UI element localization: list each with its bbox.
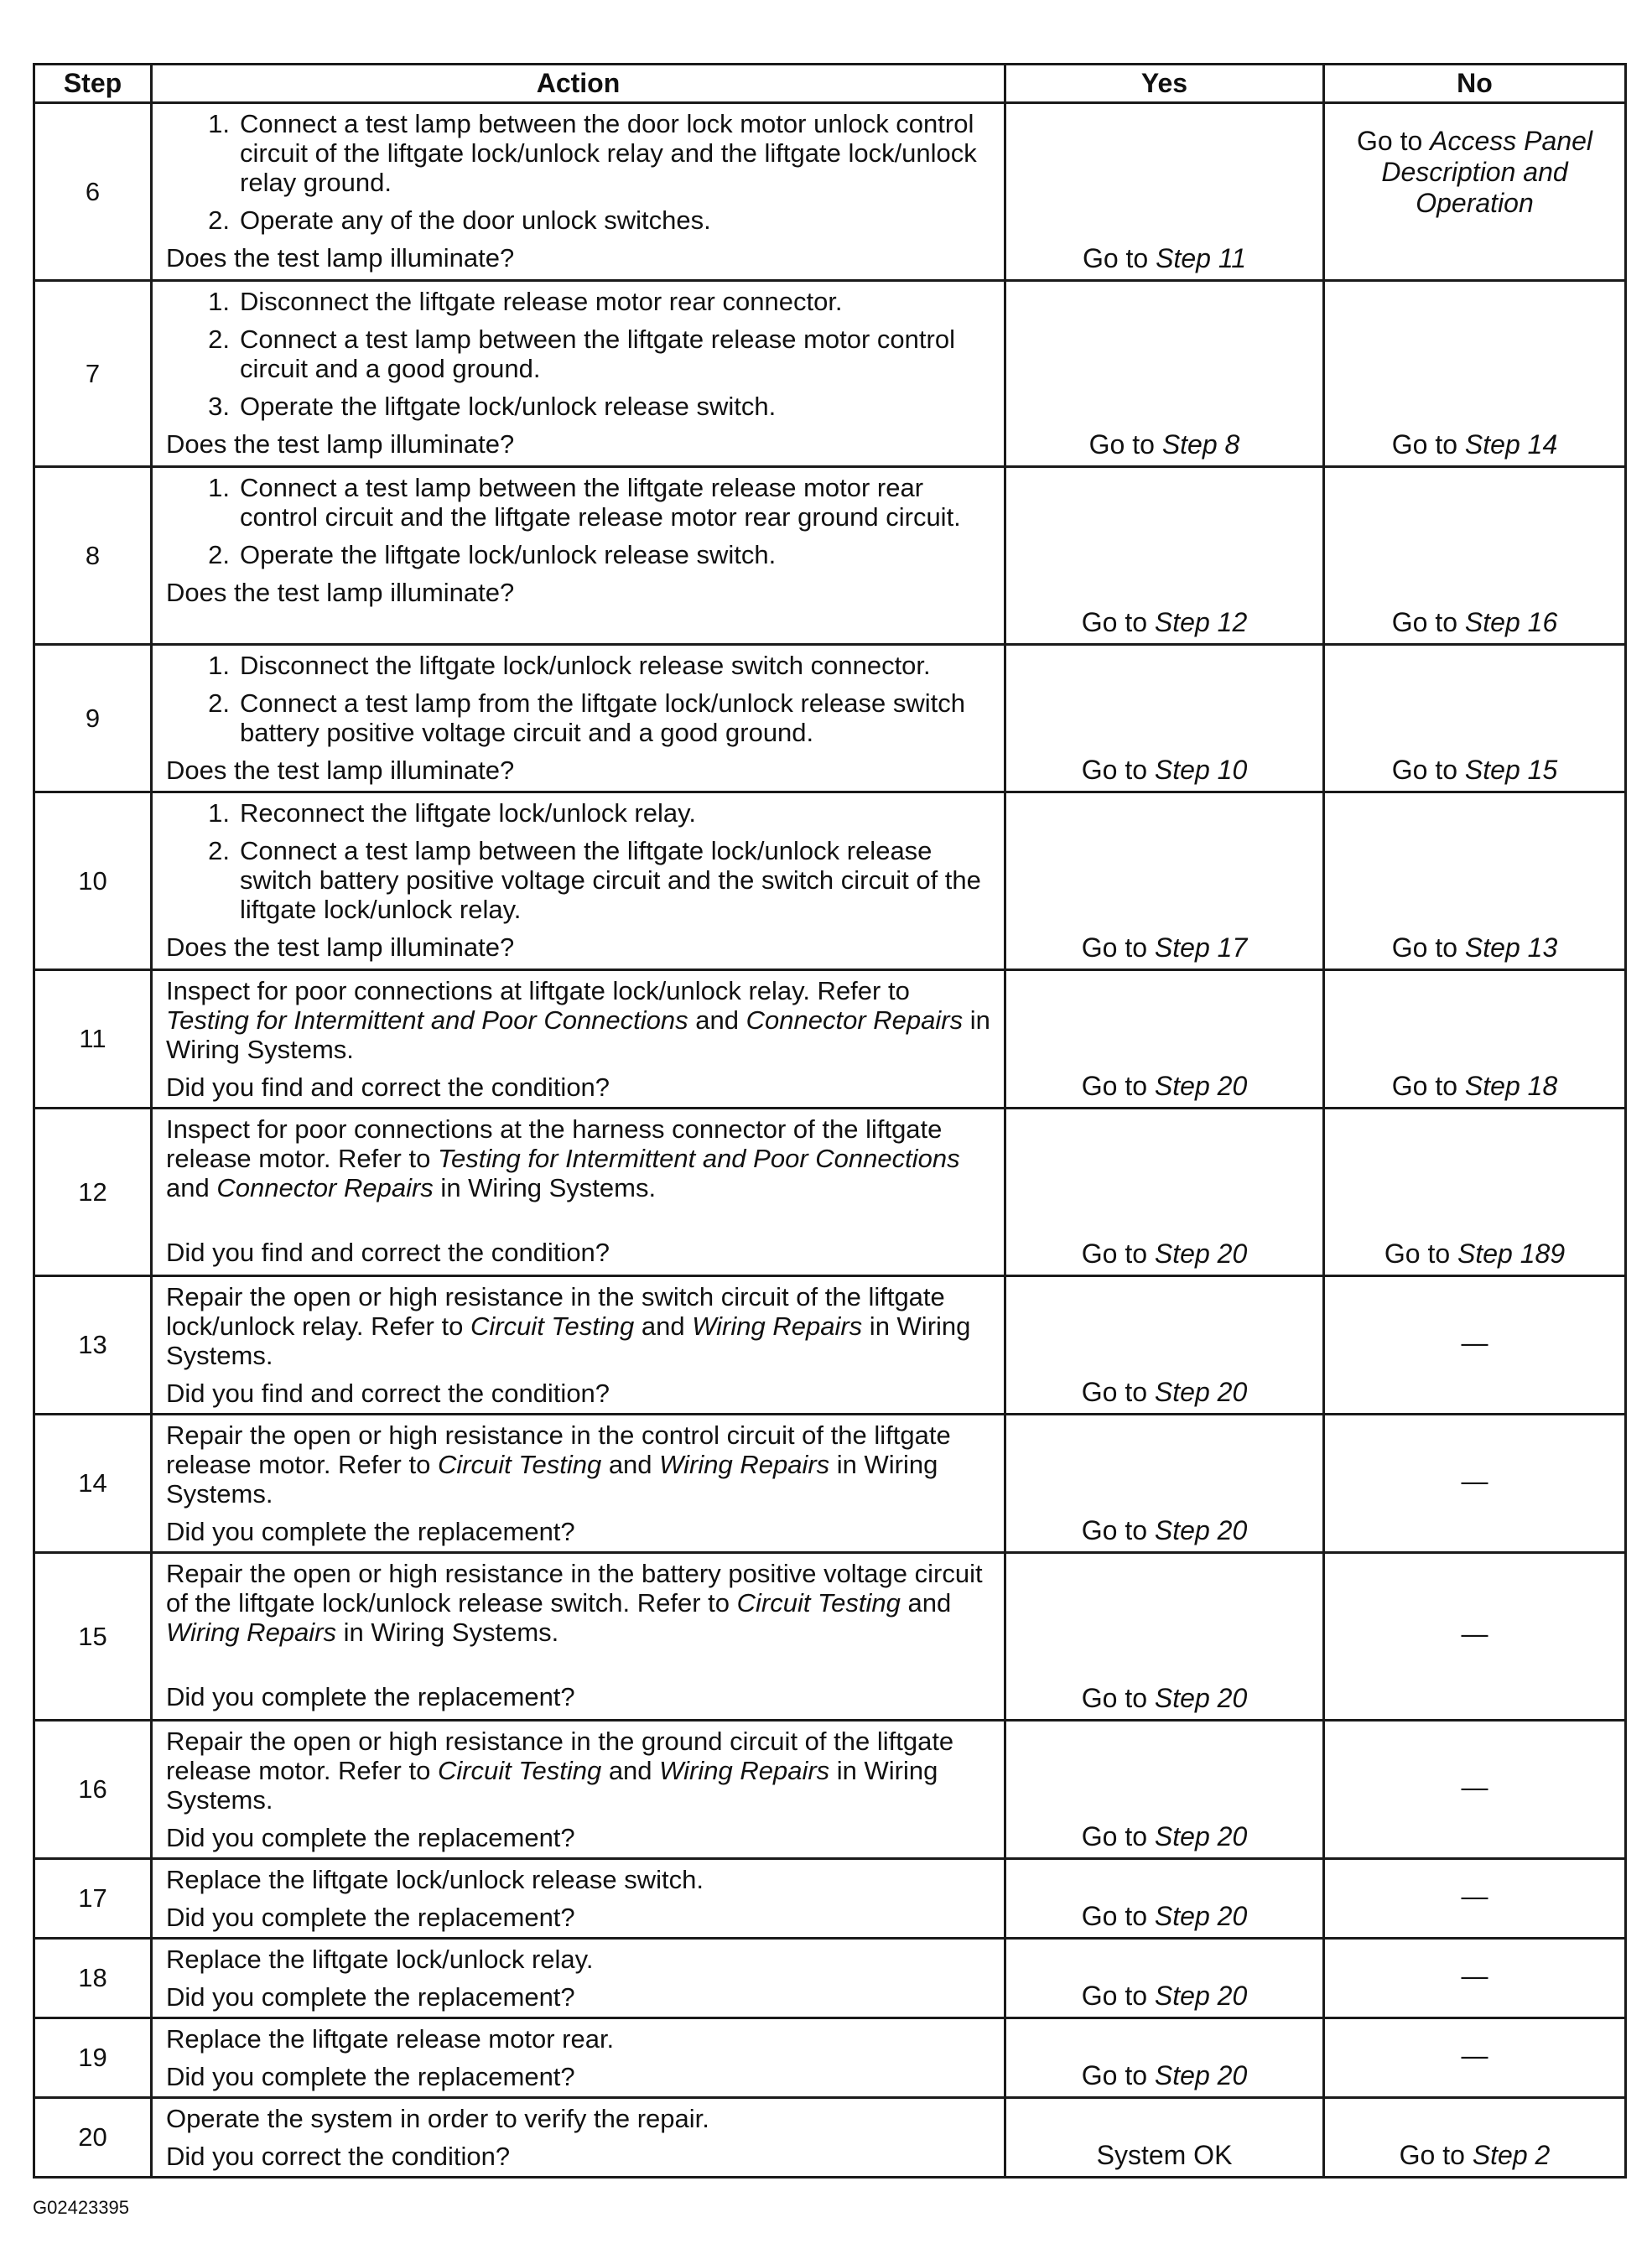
table-row — [34, 2018, 1626, 2098]
yes-step-ref: Step 20 — [1154, 1901, 1248, 1931]
yes-goto-label: Go to — [1081, 1901, 1155, 1931]
table-row — [34, 1109, 1626, 1276]
yes-cell — [1005, 1109, 1324, 1276]
action-cell — [152, 281, 1005, 467]
no-dash: — — [1461, 1618, 1488, 1649]
action-cell — [152, 1721, 1005, 1859]
action-question: Does the test lamp illuminate? — [166, 756, 515, 785]
action-instruction — [166, 976, 992, 1064]
action-instruction — [166, 1865, 992, 1894]
action-step-number: 2. — [208, 836, 230, 865]
instruction-text: in Wiring Systems. — [336, 1618, 559, 1647]
table-row — [34, 1939, 1626, 2018]
step-number: 11 — [34, 970, 152, 1109]
action-step-item — [166, 325, 992, 383]
instruction-text: and — [601, 1756, 660, 1785]
no-cell — [1324, 2018, 1626, 2098]
instruction-text: in Wiring Systems. — [433, 1173, 657, 1202]
action-step-text: Connect a test lamp from the liftgate lock/unlock release switch battery positive voltage circuit and a good ground. — [240, 688, 965, 747]
no-goto-label: Go to — [1399, 2140, 1473, 2170]
reference-link-text: Wiring Repairs — [166, 1618, 336, 1647]
no-cell — [1324, 1109, 1626, 1276]
step-number: 13 — [34, 1276, 152, 1415]
action-cell — [152, 1276, 1005, 1415]
no-goto — [1330, 126, 1619, 252]
action-step-item — [166, 109, 992, 197]
step-number: 12 — [34, 1109, 152, 1276]
action-question: Did you complete the replacement? — [166, 1517, 575, 1546]
no-cell — [1324, 2098, 1626, 2178]
yes-cell — [1005, 2098, 1324, 2178]
action-step-text: Connect a test lamp between the liftgate release motor control circuit and a good ground. — [240, 325, 955, 383]
no-goto-label: Go to — [1391, 1071, 1465, 1101]
no-dash: — — [1461, 2039, 1488, 2070]
no-goto — [1330, 607, 1619, 638]
no-goto — [1330, 1239, 1619, 1270]
table-row — [34, 2098, 1626, 2178]
step-number: 7 — [34, 281, 152, 467]
no-dash: — — [1461, 1327, 1488, 1358]
instruction-text: and — [634, 1311, 693, 1341]
no-dash: — — [1461, 1771, 1488, 1802]
action-cell — [152, 1109, 1005, 1276]
action-question: Did you complete the replacement? — [166, 1903, 575, 1932]
action-question: Did you find and correct the condition? — [166, 1072, 610, 1102]
instruction-text: and — [900, 1588, 952, 1618]
action-step-text: Connect a test lamp between the liftgate release motor rear control circuit and the liftgate release motor rear ground circuit. — [240, 473, 961, 532]
yes-result: System OK — [1096, 2140, 1233, 2170]
instruction-text: Repair the open or high resistance in the battery positive voltage circuit of the liftgate lock/unlock release switch. Refer to — [166, 1559, 983, 1618]
header-step: Step — [34, 65, 152, 103]
table-body — [34, 103, 1626, 2178]
no-cell — [1324, 792, 1626, 970]
action-instruction — [166, 2024, 992, 2054]
step-number: 19 — [34, 2018, 152, 2098]
no-cell — [1324, 970, 1626, 1109]
instruction-text: Replace the liftgate release motor rear. — [166, 2024, 615, 2054]
no-cell — [1324, 103, 1626, 281]
step-number: 8 — [34, 467, 152, 645]
reference-link-text: Circuit Testing — [437, 1450, 602, 1479]
yes-goto-label: Go to — [1088, 429, 1162, 460]
action-step-number: 2. — [208, 205, 230, 235]
yes-cell — [1005, 2018, 1324, 2098]
yes-cell — [1005, 1721, 1324, 1859]
yes-goto-label: Go to — [1081, 2060, 1155, 2090]
table-row — [34, 1859, 1626, 1939]
no-cell — [1324, 281, 1626, 467]
no-goto-label: Go to — [1391, 429, 1465, 460]
instruction-text: and — [601, 1450, 660, 1479]
no-cell — [1324, 1553, 1626, 1721]
action-instruction — [166, 1559, 992, 1647]
header-row — [34, 65, 1626, 103]
yes-goto-label: Go to — [1081, 932, 1155, 963]
no-cell — [1324, 1276, 1626, 1415]
reference-link-text: Circuit Testing — [470, 1311, 635, 1341]
table-row — [34, 1415, 1626, 1553]
action-instruction — [166, 1420, 992, 1509]
action-question: Does the test lamp illuminate? — [166, 243, 515, 273]
no-goto — [1330, 755, 1619, 786]
reference-link-text: Testing for Intermittent and Poor Connections — [166, 1005, 688, 1035]
no-cell — [1324, 1721, 1626, 1859]
no-step-ref: Step 16 — [1464, 607, 1558, 637]
action-step-text: Operate any of the door unlock switches. — [240, 205, 711, 235]
step-number: 10 — [34, 792, 152, 970]
step-number: 16 — [34, 1721, 152, 1859]
figure-id: G02423395 — [33, 2197, 129, 2218]
yes-cell — [1005, 1553, 1324, 1721]
yes-goto-label: Go to — [1081, 1821, 1155, 1851]
yes-goto-label: Go to — [1081, 1239, 1155, 1269]
table-row — [34, 1276, 1626, 1415]
diagnostic-table — [33, 63, 1627, 2179]
instruction-text: Inspect for poor connections at liftgate lock/unlock relay. Refer to — [166, 976, 910, 1005]
action-question: Did you find and correct the condition? — [166, 1238, 610, 1267]
yes-step-ref: Step 20 — [1154, 1515, 1248, 1545]
table-row — [34, 281, 1626, 467]
step-number: 9 — [34, 645, 152, 792]
action-step-item — [166, 392, 992, 421]
table-row — [34, 467, 1626, 645]
action-question: Did you complete the replacement? — [166, 1982, 575, 2012]
yes-cell — [1005, 792, 1324, 970]
yes-goto-label: Go to — [1081, 1981, 1155, 2011]
yes-cell — [1005, 1415, 1324, 1553]
yes-goto-label: Go to — [1082, 243, 1156, 273]
header-action: Action — [152, 65, 1005, 103]
yes-step-ref: Step 12 — [1154, 607, 1248, 637]
step-number: 14 — [34, 1415, 152, 1553]
reference-link-text: Circuit Testing — [736, 1588, 901, 1618]
action-step-number: 1. — [208, 798, 230, 828]
yes-step-ref: Step 20 — [1154, 1377, 1248, 1407]
action-step-item — [166, 651, 992, 680]
action-step-number: 3. — [208, 392, 230, 421]
action-instruction — [166, 1945, 992, 1974]
action-steps-list — [166, 798, 992, 924]
table-row — [34, 645, 1626, 792]
action-cell — [152, 792, 1005, 970]
action-step-item — [166, 688, 992, 747]
table-row — [34, 1721, 1626, 1859]
reference-link-text: Wiring Repairs — [692, 1311, 863, 1341]
reference-link-text: Connector Repairs — [745, 1005, 964, 1035]
action-steps-list — [166, 287, 992, 421]
no-cell — [1324, 1859, 1626, 1939]
action-question: Does the test lamp illuminate? — [166, 429, 515, 459]
yes-goto-label: Go to — [1081, 1683, 1155, 1713]
action-question: Does the test lamp illuminate? — [166, 932, 515, 962]
action-step-number: 1. — [208, 287, 230, 316]
action-question: Does the test lamp illuminate? — [166, 578, 515, 607]
action-cell — [152, 2018, 1005, 2098]
header-no: No — [1324, 65, 1626, 103]
action-instruction — [166, 2104, 992, 2133]
spacer — [166, 1211, 992, 1238]
instruction-text: Inspect for poor connections at the harness connector of the liftgate release motor. Refer to — [166, 1114, 943, 1173]
yes-goto-label: Go to — [1081, 755, 1155, 785]
no-dash: — — [1461, 1880, 1488, 1911]
no-cell — [1324, 1939, 1626, 2018]
action-step-text: Disconnect the liftgate release motor rear connector. — [240, 287, 843, 316]
reference-link-text: Wiring Repairs — [659, 1450, 830, 1479]
no-goto — [1330, 1071, 1619, 1102]
action-step-number: 1. — [208, 109, 230, 138]
step-number: 20 — [34, 2098, 152, 2178]
no-goto-label: Go to — [1391, 755, 1465, 785]
yes-step-ref: Step 20 — [1154, 1981, 1248, 2011]
no-step-ref: Step 18 — [1464, 1071, 1558, 1101]
reference-link-text: Wiring Repairs — [659, 1756, 830, 1785]
yes-goto-label: Go to — [1081, 1377, 1155, 1407]
instruction-text: Repair the open or high resistance in the ground circuit of the liftgate release motor. Refer to — [166, 1727, 954, 1785]
action-question: Did you complete the replacement? — [166, 2062, 575, 2091]
action-step-number: 1. — [208, 473, 230, 502]
yes-cell — [1005, 1276, 1324, 1415]
action-step-text: Operate the liftgate lock/unlock release switch. — [240, 540, 777, 569]
yes-goto-label: Go to — [1081, 1071, 1155, 1101]
no-step-ref: Step 2 — [1472, 2140, 1551, 2170]
no-step-ref: Access Panel Description and Operation — [1381, 126, 1593, 218]
action-steps-list — [166, 109, 992, 235]
yes-goto-label: Go to — [1081, 607, 1155, 637]
action-step-text: Operate the liftgate lock/unlock release switch. — [240, 392, 777, 421]
action-cell — [152, 467, 1005, 645]
instruction-text: in Wiring Systems. — [166, 1005, 990, 1064]
instruction-text: in Wiring Systems. — [166, 1311, 971, 1370]
instruction-text: Operate the system in order to verify the repair. — [166, 2104, 709, 2133]
yes-step-ref: Step 17 — [1154, 932, 1248, 963]
action-step-item — [166, 798, 992, 828]
action-step-text: Connect a test lamp between the liftgate lock/unlock release switch battery positive voltage circuit and the switch circuit of the liftgate lock/unlock relay. — [240, 836, 981, 924]
no-goto-label: Go to — [1384, 1239, 1458, 1269]
action-cell — [152, 970, 1005, 1109]
instruction-text: and — [688, 1005, 746, 1035]
action-step-number: 2. — [208, 688, 230, 718]
no-goto — [1330, 2140, 1619, 2171]
no-step-ref: Step 13 — [1464, 932, 1558, 963]
action-steps-list — [166, 651, 992, 747]
action-step-item — [166, 287, 992, 316]
no-cell — [1324, 1415, 1626, 1553]
action-step-number: 1. — [208, 651, 230, 680]
yes-cell — [1005, 1859, 1324, 1939]
action-cell — [152, 1859, 1005, 1939]
no-goto-label: Go to — [1391, 932, 1465, 963]
yes-step-ref: Step 20 — [1154, 1821, 1248, 1851]
action-cell — [152, 1939, 1005, 2018]
action-cell — [152, 2098, 1005, 2178]
yes-step-ref: Step 11 — [1156, 243, 1247, 273]
action-cell — [152, 103, 1005, 281]
action-cell — [152, 1553, 1005, 1721]
header-yes: Yes — [1005, 65, 1324, 103]
instruction-text: and — [166, 1173, 217, 1202]
table-row — [34, 970, 1626, 1109]
action-cell — [152, 645, 1005, 792]
action-step-text: Disconnect the liftgate lock/unlock release switch connector. — [240, 651, 931, 680]
action-step-number: 2. — [208, 325, 230, 354]
yes-cell — [1005, 103, 1324, 281]
action-cell — [152, 1415, 1005, 1553]
step-number: 18 — [34, 1939, 152, 2018]
yes-step-ref: Step 20 — [1154, 1239, 1248, 1269]
action-question: Did you complete the replacement? — [166, 1682, 575, 1711]
action-step-item — [166, 836, 992, 924]
reference-link-text: Connector Repairs — [216, 1173, 434, 1202]
yes-goto-label: Go to — [1081, 1515, 1155, 1545]
instruction-text: Repair the open or high resistance in the control circuit of the liftgate release motor. Refer to — [166, 1420, 951, 1479]
action-steps-list — [166, 473, 992, 569]
yes-step-ref: Step 10 — [1154, 755, 1248, 785]
action-step-text: Reconnect the liftgate lock/unlock relay. — [240, 798, 696, 828]
action-question: Did you find and correct the condition? — [166, 1379, 610, 1408]
yes-step-ref: Step 8 — [1161, 429, 1240, 460]
step-number: 6 — [34, 103, 152, 281]
yes-step-ref: Step 20 — [1154, 2060, 1248, 2090]
no-dash: — — [1461, 1960, 1488, 1991]
instruction-text: in Wiring Systems. — [166, 1756, 938, 1815]
no-step-ref: Step 14 — [1464, 429, 1558, 460]
action-step-number: 2. — [208, 540, 230, 569]
no-goto — [1330, 429, 1619, 460]
action-question: Did you complete the replacement? — [166, 1823, 575, 1852]
instruction-text: in Wiring Systems. — [166, 1450, 938, 1509]
no-goto-label: Go to — [1356, 126, 1431, 156]
yes-step-ref: Step 20 — [1154, 1683, 1248, 1713]
action-step-item — [166, 473, 992, 532]
table-row — [34, 792, 1626, 970]
no-cell — [1324, 467, 1626, 645]
yes-cell — [1005, 281, 1324, 467]
no-step-ref: Step 189 — [1457, 1239, 1566, 1269]
no-goto-label: Go to — [1391, 607, 1465, 637]
action-step-item — [166, 205, 992, 235]
instruction-text: Repair the open or high resistance in the switch circuit of the liftgate lock/unlock relay. Refer to — [166, 1282, 945, 1341]
no-dash: — — [1461, 1465, 1488, 1496]
action-question: Did you correct the condition? — [166, 2142, 511, 2171]
action-instruction — [166, 1282, 992, 1370]
yes-cell — [1005, 970, 1324, 1109]
reference-link-text: Circuit Testing — [437, 1756, 602, 1785]
action-instruction — [166, 1727, 992, 1815]
step-number: 15 — [34, 1553, 152, 1721]
yes-cell — [1005, 1939, 1324, 2018]
instruction-text: Replace the liftgate lock/unlock release switch. — [166, 1865, 704, 1894]
step-number: 17 — [34, 1859, 152, 1939]
action-instruction — [166, 1114, 992, 1202]
no-step-ref: Step 15 — [1464, 755, 1558, 785]
no-cell — [1324, 645, 1626, 792]
yes-cell — [1005, 467, 1324, 645]
instruction-text: Replace the liftgate lock/unlock relay. — [166, 1945, 594, 1974]
reference-link-text: Testing for Intermittent and Poor Connections — [437, 1144, 960, 1173]
action-step-item — [166, 540, 992, 569]
table-row — [34, 1553, 1626, 1721]
yes-cell — [1005, 645, 1324, 792]
spacer — [166, 1655, 992, 1682]
table-row — [34, 103, 1626, 281]
yes-step-ref: Step 20 — [1154, 1071, 1248, 1101]
action-step-text: Connect a test lamp between the door lock motor unlock control circuit of the liftgate lock/unlock relay and the liftgate lock/unlock relay ground. — [240, 109, 977, 197]
no-goto — [1330, 932, 1619, 963]
